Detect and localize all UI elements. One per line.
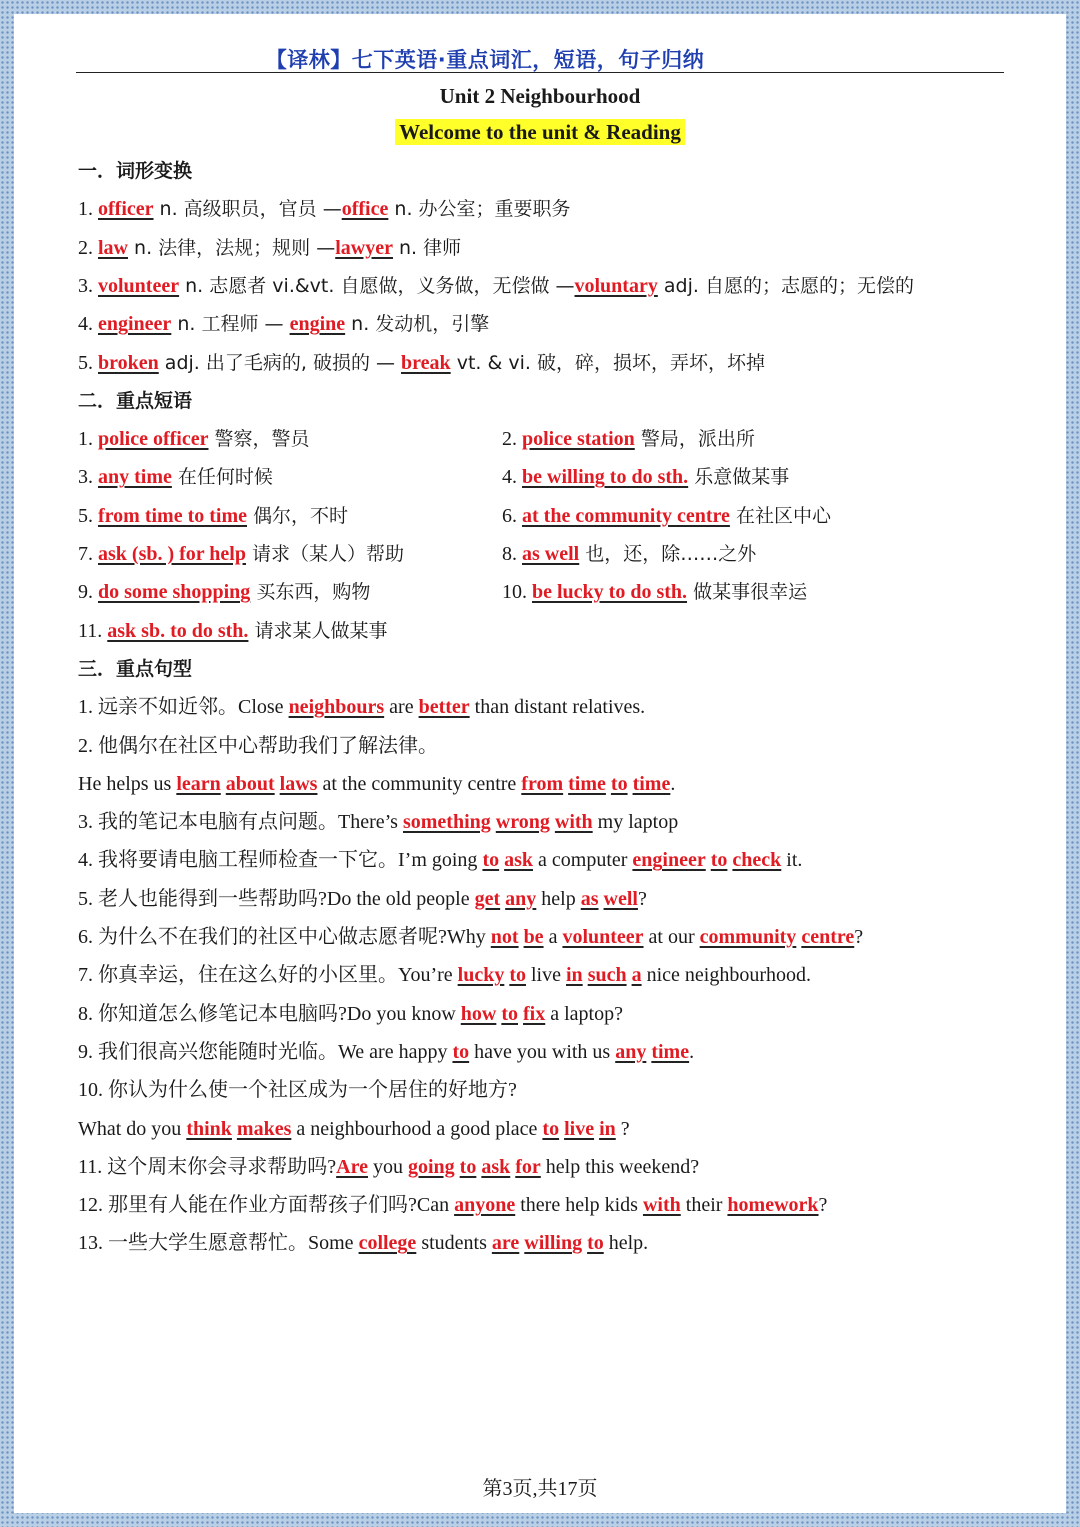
sentence-text: you <box>367 1155 408 1178</box>
answer: to <box>542 1117 560 1140</box>
item-number: 3. <box>78 274 98 297</box>
item-text: 警察，警员 <box>208 428 310 451</box>
answer: engine <box>289 313 346 336</box>
answer: law <box>98 236 128 259</box>
sentence-text: students <box>416 1232 492 1255</box>
answer: to <box>610 772 628 795</box>
answer: ask (sb. ) for help <box>98 543 246 565</box>
answer: learn <box>176 772 221 795</box>
item-number: 5. <box>78 504 98 527</box>
item-number: 11. <box>78 619 108 642</box>
answer: makes <box>236 1117 292 1140</box>
sentence-text: help this weekend? <box>540 1155 700 1178</box>
sentence-text: at the community centre <box>317 772 522 795</box>
section-heading-1 <box>78 156 192 186</box>
word-form-item <box>78 348 765 378</box>
phrase-item <box>78 539 404 569</box>
item-number: 4. <box>78 313 98 336</box>
item-number: 9. <box>78 581 98 604</box>
sentence-text: 11. 这个周末你会寻求帮助吗? <box>78 1155 337 1178</box>
answer: be lucky to do sth. <box>532 581 688 604</box>
sentence-text: . <box>689 1040 695 1063</box>
answer: with <box>554 811 593 834</box>
sentence-line <box>78 884 647 914</box>
answer: as well <box>522 543 580 565</box>
answer: neighbours <box>288 696 385 719</box>
answer: live <box>564 1117 595 1140</box>
answer: any <box>505 887 537 910</box>
answer: time <box>651 1040 690 1063</box>
sentence-text: 6. 为什么不在我们的社区中心做志愿者呢?Why <box>78 926 491 948</box>
item-number: 5. <box>78 351 98 374</box>
header-text: 【译林】七下英语·重点词汇，短语，句子归纳 <box>265 48 705 72</box>
sentence-line <box>78 807 678 837</box>
unit-title: Unit 2 Neighbourhood <box>439 84 641 108</box>
answer: office <box>341 198 389 221</box>
item-number: 1. <box>78 198 98 221</box>
answer: in <box>566 964 583 987</box>
answer: volunteer <box>562 926 644 948</box>
phrase-item <box>78 577 370 607</box>
sentence-text: 9. 我们很高兴您能随时光临。We are happy <box>78 1040 453 1063</box>
answer: to <box>710 849 728 872</box>
sentence-line <box>78 999 623 1029</box>
phrase-item <box>502 462 789 492</box>
answer: any <box>615 1040 647 1063</box>
sentence-line <box>78 1152 699 1182</box>
phrase-item <box>502 424 755 454</box>
item-text: vt. & vi. 破，碎，损坏，弄坏，坏掉 <box>450 351 765 374</box>
sentence-line <box>78 1190 827 1220</box>
answer: lawyer <box>335 236 393 259</box>
item-text: 警局，派出所 <box>634 428 755 451</box>
item-text: n. 高级职员，官员 — <box>153 198 342 221</box>
item-text: 请求某人做某事 <box>248 619 388 642</box>
item-text: 偶尔，不时 <box>247 504 349 527</box>
item-text: n. 办公室；重要职务 <box>388 198 571 221</box>
sentence-text: 7. 你真幸运，住在这么好的小区里。You’re <box>78 964 458 987</box>
item-text: 在任何时候 <box>171 466 273 489</box>
answer: lucky <box>457 964 505 987</box>
sentence-text: What do you <box>78 1117 187 1140</box>
answer: at the community centre <box>522 504 730 527</box>
phrase-item <box>78 616 387 646</box>
answer: check <box>732 849 782 872</box>
section-heading-2 <box>78 386 192 416</box>
sentence-text: are <box>384 696 419 719</box>
sentence-text: there help kids <box>515 1194 643 1217</box>
item-number: 8. <box>502 543 522 565</box>
sentence-line <box>78 731 438 761</box>
answer: any time <box>98 466 172 489</box>
phrase-item <box>502 501 831 531</box>
sentence-text: than distant relatives. <box>469 696 646 719</box>
sentence-text: He helps us <box>78 772 177 795</box>
answer: with <box>642 1194 681 1217</box>
answer: such <box>587 964 627 987</box>
section-heading-3 <box>78 654 192 684</box>
item-number: 3. <box>78 466 98 489</box>
word-form-item <box>78 233 461 263</box>
answer: volunteer <box>98 274 180 297</box>
answer: are <box>491 1232 520 1255</box>
item-text: n. 发动机，引擎 <box>345 313 490 336</box>
item-number: 2. <box>502 428 522 451</box>
sentence-text: . <box>670 772 676 795</box>
section-title-highlight: Welcome to the unit & Reading <box>395 119 685 145</box>
answer: better <box>418 696 470 719</box>
word-form-item <box>78 271 914 301</box>
sentence-line <box>78 1037 694 1067</box>
sentence-line <box>78 1228 648 1258</box>
answer: Are <box>336 1155 368 1178</box>
sentence-line <box>78 1075 517 1105</box>
item-text: 也，还，除……之外 <box>579 543 757 565</box>
sentence-text: have you with us <box>469 1040 616 1063</box>
sentence-line <box>78 769 675 799</box>
answer: laws <box>279 772 318 795</box>
answer: get <box>474 887 501 910</box>
sentence-text: 13. 一些大学生愿意帮忙。Some <box>78 1232 359 1255</box>
sentence-text: help <box>536 887 581 910</box>
page-number: 第3页,共17页 <box>482 1478 598 1500</box>
answer: wrong <box>495 811 550 834</box>
sentence-line <box>78 845 802 875</box>
answer: willing <box>524 1232 583 1255</box>
sentence-text: 1. 远亲不如近邻。Close <box>78 696 289 719</box>
item-number: 10. <box>502 581 532 604</box>
answer: about <box>225 772 275 795</box>
answer: in <box>599 1117 616 1140</box>
sentence-text: 10. 你认为什么使一个社区成为一个居住的好地方? <box>78 1079 517 1102</box>
answer: to <box>509 964 526 987</box>
phrase-item <box>78 501 348 531</box>
sentence-text: 5. 老人也能得到一些帮助吗?Do the old people <box>78 887 475 910</box>
sentence-text: it. <box>781 849 803 872</box>
heading-text: 三．重点句型 <box>78 657 193 680</box>
answer: ask <box>481 1155 511 1178</box>
document-page <box>14 14 1066 1513</box>
answer: time <box>632 772 671 795</box>
sentence-line <box>78 922 863 952</box>
heading-text: 二．重点短语 <box>78 389 193 412</box>
item-text: 在社区中心 <box>729 504 831 527</box>
sentence-text: 4. 我将要请电脑工程师检查一下它。I’m going <box>78 849 483 872</box>
sentence-text: a computer <box>533 849 633 872</box>
item-number: 7. <box>78 543 98 565</box>
sentence-text: nice neighbourhood. <box>641 964 811 987</box>
word-form-item <box>78 309 489 339</box>
item-number: 2. <box>78 236 98 259</box>
phrase-item <box>502 539 756 569</box>
answer: homework <box>727 1194 819 1217</box>
answer: to <box>501 1002 519 1025</box>
sentence-text: my laptop <box>592 811 679 834</box>
header-divider <box>76 72 1004 73</box>
sentence-text: a neighbourhood a good place <box>291 1117 543 1140</box>
answer: officer <box>98 198 154 221</box>
sentence-text: ? <box>615 1117 630 1140</box>
sentence-line <box>78 1114 630 1144</box>
item-text: adj. 自愿的；志愿的；无偿的 <box>657 274 914 297</box>
answer: anyone <box>454 1194 516 1217</box>
answer: engineer <box>632 849 706 872</box>
answer: police station <box>522 428 635 451</box>
sentence-text: a <box>543 926 563 948</box>
item-text: n. 律师 <box>392 236 462 259</box>
heading-text: 一．词形变换 <box>78 160 193 182</box>
answer: well <box>603 887 638 910</box>
sentence-text: their <box>680 1194 728 1217</box>
answer: to <box>452 1040 470 1063</box>
answer: think <box>186 1117 232 1140</box>
answer: college <box>358 1232 417 1255</box>
item-text: 买东西，购物 <box>250 581 371 604</box>
page-footer <box>14 1472 1066 1501</box>
answer: ask sb. to do sth. <box>107 619 249 642</box>
phrase-item <box>78 424 310 454</box>
answer: do some shopping <box>98 581 251 604</box>
sentence-text: at our <box>643 926 700 948</box>
item-text: 做某事很幸运 <box>687 581 808 604</box>
sentence-text: ? <box>818 1194 828 1217</box>
answer: broken <box>98 351 159 374</box>
sentence-text: 3. 我的笔记本电脑有点问题。There’s <box>78 811 403 834</box>
answer: to <box>459 1155 477 1178</box>
answer: to <box>587 1232 604 1255</box>
answer: going <box>407 1155 455 1178</box>
phrase-item <box>502 577 807 607</box>
item-number: 4. <box>502 466 522 489</box>
sentence-text: a laptop? <box>545 1002 623 1025</box>
answer: from <box>521 772 564 795</box>
answer: community <box>699 926 797 948</box>
word-form-item <box>78 194 571 224</box>
phrase-item <box>78 462 273 492</box>
item-number: 1. <box>78 428 98 451</box>
item-text: n. 法律，法规；规则 — <box>128 236 336 259</box>
answer: something <box>402 811 491 834</box>
answer: be willing to do sth. <box>522 466 689 489</box>
sentence-text: 2. 他偶尔在社区中心帮助我们了解法律。 <box>78 734 438 757</box>
answer: how <box>460 1002 497 1025</box>
answer: as <box>580 887 599 910</box>
answer: a <box>631 964 642 987</box>
sentence-text: ? <box>854 926 864 948</box>
answer: centre <box>801 926 855 948</box>
item-number: 6. <box>502 504 522 527</box>
answer: police officer <box>98 428 209 451</box>
sentence-text: ? <box>637 887 647 910</box>
item-text: 乐意做某事 <box>688 466 790 489</box>
answer: for <box>515 1155 541 1178</box>
item-text: n. 志愿者 vi.&vt. 自愿做，义务做，无偿做 — <box>179 274 575 297</box>
sentence-text: 12. 那里有人能在作业方面帮孩子们吗?Can <box>78 1194 455 1217</box>
answer: be <box>523 926 544 948</box>
answer: fix <box>523 1002 546 1025</box>
sentence-text: 8. 你知道怎么修笔记本电脑吗?Do you know <box>78 1002 461 1025</box>
answer: engineer <box>98 313 172 336</box>
answer: voluntary <box>574 274 658 297</box>
answer: not <box>490 926 519 948</box>
sentence-line <box>78 692 645 722</box>
item-text: adj. 出了毛病的, 破损的 — <box>158 351 402 374</box>
item-text: n. 工程师 — <box>171 313 290 336</box>
item-text: 请求（某人）帮助 <box>246 543 405 565</box>
answer: to <box>482 849 500 872</box>
answer: break <box>401 351 451 374</box>
sentence-text: live <box>526 964 566 987</box>
answer: from time to time <box>98 504 248 527</box>
document-header <box>14 44 1066 74</box>
answer: time <box>568 772 606 795</box>
section-title <box>14 120 1066 145</box>
sentence-text: help. <box>603 1232 649 1255</box>
sentence-line <box>78 960 811 990</box>
answer: ask <box>504 849 534 872</box>
